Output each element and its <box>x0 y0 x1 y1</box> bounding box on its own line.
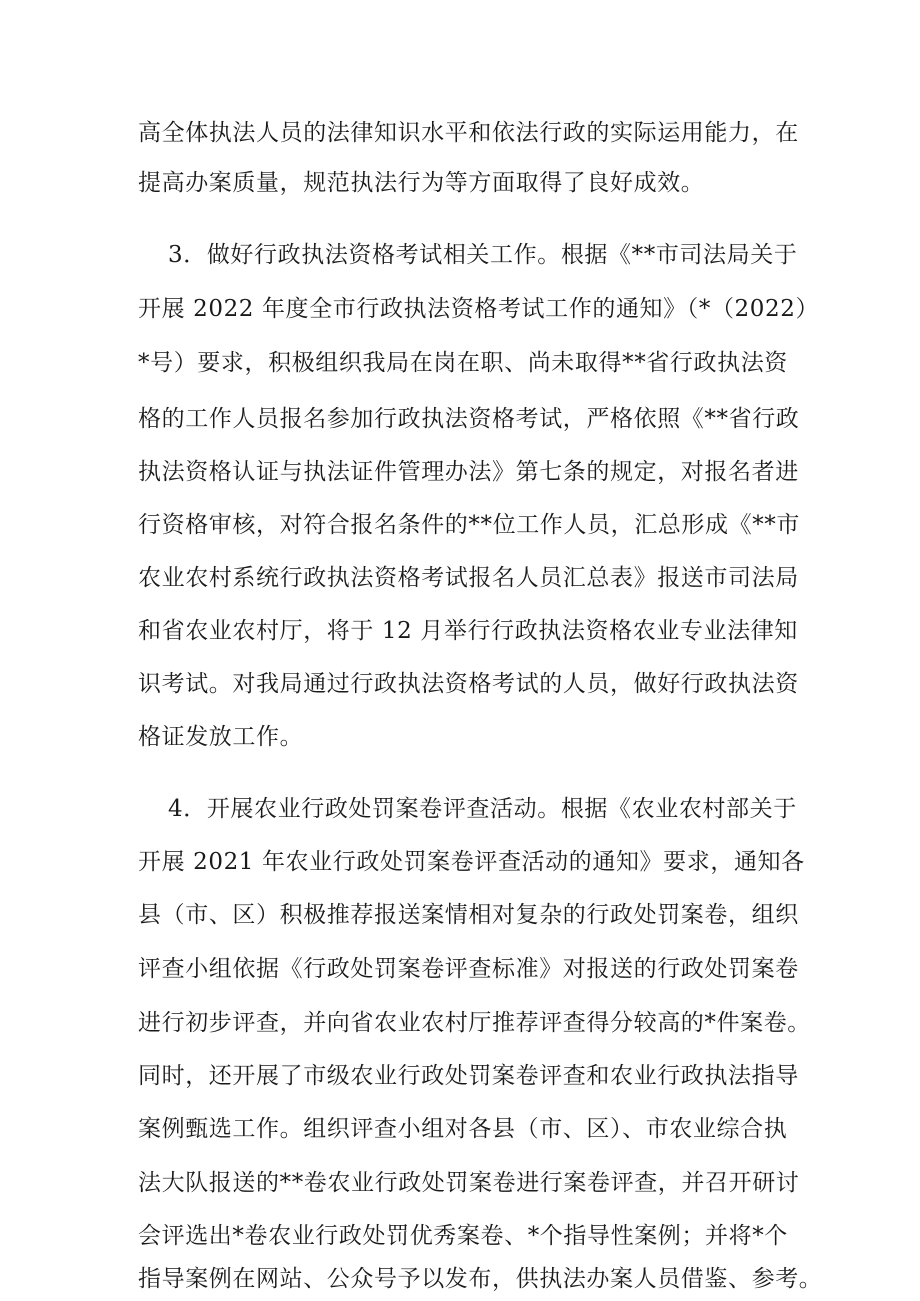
paragraph-2-line-10: 格证发放工作。 <box>138 724 304 750</box>
paragraph-2-line-5: 执法资格认证与执法证件管理办法》第七条的规定，对报名者进 <box>138 459 799 485</box>
paragraph-3-line-8: 法大队报送的**卷农业行政处罚案卷进行案卷评查，并召开研讨 <box>138 1170 800 1196</box>
paragraph-1-line-1: 高全体执法人员的法律知识水平和依法行政的实际运用能力，在 <box>138 120 799 146</box>
paragraph-2-line-9: 识考试。对我局通过行政执法资格考试的人员，做好行政执法资 <box>138 671 799 697</box>
paragraph-3-line-4: 评查小组依据《行政处罚案卷评查标准》对报送的行政处罚案卷 <box>138 956 799 982</box>
paragraph-3-line-2: 开展 2021 年农业行政处罚案卷评查活动的通知》要求，通知各 <box>138 849 805 875</box>
paragraph-3-line-10: 指导案例在网站、公众号予以发布，供执法办案人员借鉴、参考。 <box>138 1266 823 1292</box>
paragraph-3-line-9: 会评选出*卷农业行政处罚优秀案卷、*个指导性案例；并将*个 <box>138 1223 788 1249</box>
paragraph-2-line-6: 行资格审核，对符合报名条件的**位工作人员，汇总形成《**市 <box>138 512 800 538</box>
paragraph-2-line-7: 农业农村系统行政执法资格考试报名人员汇总表》报送市司法局 <box>138 565 799 591</box>
paragraph-3-line-6: 同时，还开展了市级农业行政处罚案卷评查和农业行政执法指导 <box>138 1063 799 1089</box>
paragraph-2-line-1: 3．做好行政执法资格考试相关工作。根据《**市司法局关于 <box>168 242 798 268</box>
paragraph-3-line-1: 4．开展农业行政处罚案卷评查活动。根据《农业农村部关于 <box>168 796 797 822</box>
paragraph-2-line-8: 和省农业农村厅，将于 12 月举行行政执法资格农业专业法律知 <box>138 618 798 644</box>
paragraph-3-line-3: 县（市、区）积极推荐报送案情相对复杂的行政处罚案卷，组织 <box>138 902 799 928</box>
paragraph-3-line-7: 案例甄选工作。组织评查小组对各县（市、区）、市农业综合执 <box>138 1116 788 1142</box>
paragraph-1-line-2: 提高办案质量，规范执法行为等方面取得了良好成效。 <box>138 170 705 196</box>
paragraph-2-line-3: *号）要求，积极组织我局在岗在职、尚未取得**省行政执法资 <box>138 350 788 376</box>
paragraph-2-line-2: 开展 2022 年度全市行政执法资格考试工作的通知》（*（2022） <box>138 296 820 322</box>
paragraph-2-line-4: 格的工作人员报名参加行政执法资格考试，严格依照《**省行政 <box>138 406 800 432</box>
paragraph-3-line-5: 进行初步评查，并向省农业农村厅推荐评查得分较高的*件案卷。 <box>138 1010 811 1036</box>
